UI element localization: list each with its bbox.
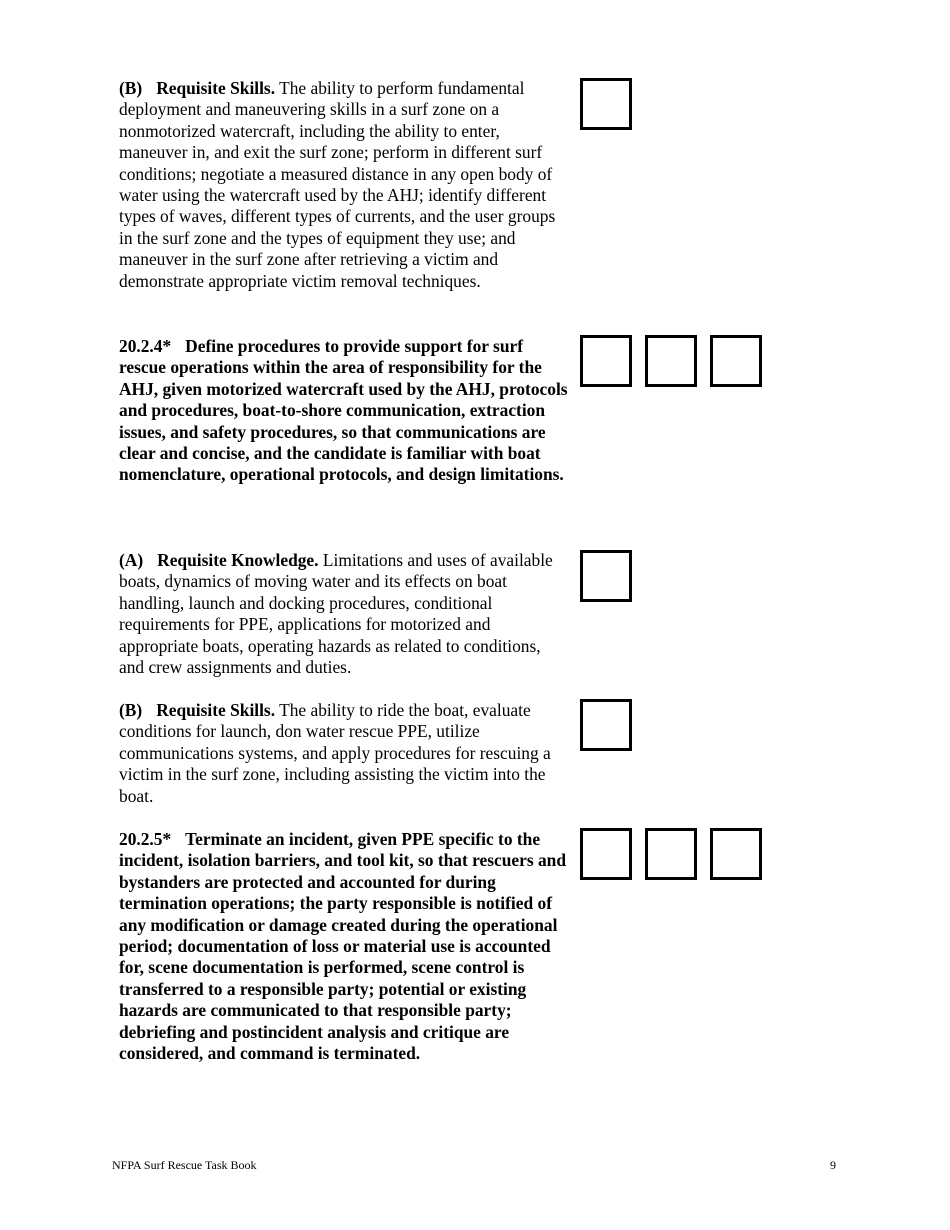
signoff-boxes bbox=[580, 335, 762, 387]
item-label: (A) bbox=[119, 550, 144, 570]
signoff-checkbox[interactable] bbox=[580, 699, 632, 751]
jpr-20-2-4-paragraph bbox=[119, 336, 569, 486]
signoff-boxes bbox=[580, 828, 762, 880]
requisite-knowledge-paragraph bbox=[119, 550, 569, 678]
item-text: Limitations and uses of available boats, dynamics of moving water and its effects on boat handling, launch and docking procedures, conditional requirements for PPE, applications for motorized and appropriate boats, operating hazards as related to conditions, and crew assignments and duties. bbox=[119, 550, 553, 678]
requisite-skills-paragraph bbox=[119, 78, 569, 292]
signoff-checkbox[interactable] bbox=[710, 335, 762, 387]
jpr-20-2-5-paragraph bbox=[119, 829, 569, 1064]
jpr-text: Define procedures to provide support for surf rescue operations within the area of responsibility for the AHJ, given motorized watercraft used by the AHJ, protocols and procedures, boat-to-shore communication, extraction issues, and safety procedures, so that communications are clear and concise, and the candidate is familiar with boat nomenclature, operational protocols, and design limitations. bbox=[119, 336, 568, 485]
signoff-checkbox[interactable] bbox=[645, 828, 697, 880]
signoff-checkbox[interactable] bbox=[645, 335, 697, 387]
signoff-boxes bbox=[580, 699, 632, 751]
signoff-checkbox[interactable] bbox=[580, 550, 632, 602]
jpr-text: Terminate an incident, given PPE specific to the incident, isolation barriers, and tool kit, so that rescuers and bystanders are protected and accounted for during termination operations; the party responsible is notified of any modification or damage created during the operational period; documentation of loss or material use is accounted for, scene documentation is performed, scene control is transferred to a responsible party; potential or existing hazards are communicated to that responsible party; debriefing and postincident analysis and critique are considered, and command is terminated. bbox=[119, 829, 567, 1064]
signoff-checkbox[interactable] bbox=[580, 335, 632, 387]
signoff-checkbox[interactable] bbox=[580, 828, 632, 880]
item-label: (B) bbox=[119, 78, 143, 98]
jpr-number: 20.2.4* bbox=[119, 336, 172, 356]
item-text: The ability to perform fundamental deployment and maneuvering skills in a surf zone on a nonmotorized watercraft, including the ability to enter, maneuver in, and exit the surf zone; perform in different surf conditions; negotiate a measured distance in any open body of water using the watercraft used by the AHJ; identify different types of waves, different types of currents, and the user groups in the surf zone and the types of equipment they use; and maneuver in the surf zone after retrieving a victim and demonstrate appropriate victim removal techniques. bbox=[119, 78, 556, 291]
footer-title: NFPA Surf Rescue Task Book bbox=[112, 1158, 257, 1172]
item-heading: Requisite Knowledge. bbox=[157, 550, 319, 570]
item-label: (B) bbox=[119, 700, 143, 720]
item-heading: Requisite Skills. bbox=[156, 700, 276, 720]
item-text: The ability to ride the boat, evaluate conditions for launch, don water rescue PPE, utilize communications systems, and apply procedures for rescuing a victim in the surf zone, including assisting the victim into the boat. bbox=[119, 700, 551, 806]
page-number: 9 bbox=[830, 1158, 836, 1172]
signoff-boxes bbox=[580, 78, 632, 130]
item-heading: Requisite Skills. bbox=[156, 78, 276, 98]
jpr-number: 20.2.5* bbox=[119, 829, 172, 849]
signoff-checkbox[interactable] bbox=[580, 78, 632, 130]
signoff-boxes bbox=[580, 550, 632, 602]
requisite-skills-paragraph bbox=[119, 700, 569, 807]
signoff-checkbox[interactable] bbox=[710, 828, 762, 880]
